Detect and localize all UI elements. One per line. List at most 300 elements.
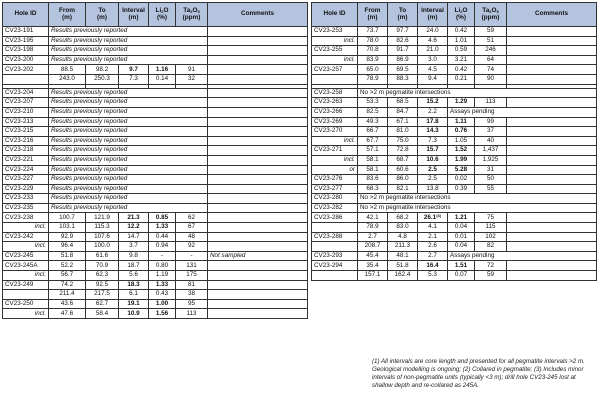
- previously-reported-note: Results previously reported: [49, 127, 208, 137]
- comments-cell: [507, 136, 597, 146]
- to-cell: 115.3: [86, 223, 119, 233]
- col-interval: Interval (m): [119, 3, 149, 27]
- table-row: [312, 155, 597, 165]
- li2o-cell: 0.14: [149, 74, 176, 84]
- no-pegmatite-note: No >2 m pegmatite intersections: [358, 194, 597, 204]
- ta2o5-cell: 37: [475, 127, 507, 137]
- hole-id-cell: CV23-242: [3, 232, 49, 242]
- li2o-cell: 1.33: [149, 223, 176, 233]
- hole-id-cell: CV23-249: [3, 280, 49, 290]
- from-cell: 68.3: [358, 184, 388, 194]
- li2o-cell: 0.21: [448, 74, 475, 84]
- table-row: [3, 299, 308, 309]
- interval-value: 3.7: [129, 242, 138, 250]
- previously-reported-note: Results previously reported: [49, 46, 208, 56]
- previously-reported-note: Results previously reported: [49, 194, 208, 204]
- ta2o5-cell: 40: [475, 136, 507, 146]
- table-row: [312, 251, 597, 261]
- table-row: [312, 88, 597, 98]
- ta2o5-cell: 90: [475, 74, 507, 84]
- from-cell: 51.8: [49, 251, 86, 261]
- comments-cell: [208, 98, 308, 108]
- comments-cell: [208, 46, 308, 56]
- ta2o5-cell: 92: [176, 242, 208, 252]
- hole-id-cell: [3, 74, 49, 84]
- col-hole-id: Hole ID: [3, 3, 49, 27]
- interval-cell: [418, 36, 448, 46]
- previously-reported-note: Results previously reported: [49, 98, 208, 108]
- table-row: [3, 290, 308, 300]
- col-li2o: $Li_2O$ (%): [149, 3, 176, 27]
- previously-reported-note: Results previously reported: [49, 175, 208, 185]
- table-row: [312, 165, 597, 175]
- comments-cell: [208, 242, 308, 252]
- table-row: [312, 242, 597, 252]
- ta2o5-cell: 1,925: [475, 155, 507, 165]
- hole-id-cell: CV23-250: [3, 299, 49, 309]
- comments-cell: Not sampled: [208, 251, 308, 261]
- table-row: [312, 213, 597, 223]
- from-cell: 66.7: [358, 127, 388, 137]
- ta2o5-cell: 246: [475, 46, 507, 56]
- comments-cell: [208, 127, 308, 137]
- hole-id-cell: [312, 242, 358, 252]
- interval-cell: [418, 155, 448, 165]
- comments-cell: [208, 290, 308, 300]
- interval-value: 2.2: [428, 108, 437, 116]
- li2o-cell: 1.11: [448, 117, 475, 127]
- comments-cell: [208, 146, 308, 156]
- li2o-cell: 0.39: [448, 184, 475, 194]
- interval-cell: [119, 251, 149, 261]
- interval-cell: [119, 242, 149, 252]
- li2o-cell: 0.42: [448, 27, 475, 37]
- hole-id-cell: CV23-191: [3, 27, 49, 37]
- li2o-cell: 0.85: [149, 213, 176, 223]
- comments-cell: [208, 299, 308, 309]
- interval-cell: [418, 98, 448, 108]
- from-cell: 45.4: [358, 251, 388, 261]
- hole-id-cell: incl.: [312, 136, 358, 146]
- to-cell: 100.0: [86, 242, 119, 252]
- right-results-table: [311, 2, 597, 281]
- table-row: [3, 165, 308, 175]
- comments-cell: [507, 223, 597, 233]
- from-cell: 35.4: [358, 261, 388, 271]
- interval-value: 14.7: [127, 232, 140, 240]
- interval-cell: [119, 74, 149, 84]
- hole-id-cell: CV23-263: [312, 98, 358, 108]
- interval-value: 9.4: [428, 75, 437, 83]
- from-cell: 88.5: [49, 65, 86, 75]
- to-cell: 91.7: [388, 46, 418, 56]
- table-row: [3, 136, 308, 146]
- hole-id-cell: CV23-227: [3, 175, 49, 185]
- table-row: [312, 271, 597, 281]
- previously-reported-note: Results previously reported: [49, 203, 208, 213]
- comments-cell: [208, 74, 308, 84]
- ta2o5-cell: -: [176, 251, 208, 261]
- interval-value: 16.4: [426, 261, 439, 269]
- interval-value: 18.3: [127, 280, 140, 288]
- hole-id-cell: CV23-218: [3, 146, 49, 156]
- interval-value: 10.6: [426, 156, 439, 164]
- to-cell: 61.6: [86, 251, 119, 261]
- li2o-cell: 0.76: [448, 127, 475, 137]
- table-row: [312, 184, 597, 194]
- table-row: [3, 223, 308, 233]
- right-header-row: [312, 3, 597, 27]
- comments-cell: [507, 261, 597, 271]
- interval-value: 7.3: [428, 136, 437, 144]
- hole-id-cell: CV23-202: [3, 65, 49, 75]
- li2o-cell: 0.94: [149, 242, 176, 252]
- li2o-cell: 0.02: [448, 175, 475, 185]
- table-row: [312, 175, 597, 185]
- li2o-cell: 5.28: [448, 165, 475, 175]
- interval-value: 4.5: [428, 65, 437, 73]
- interval-cell: [119, 232, 149, 242]
- comments-cell: [208, 261, 308, 271]
- hole-id-cell: CV23-198: [3, 46, 49, 56]
- from-cell: 56.7: [49, 271, 86, 281]
- interval-cell: [119, 65, 149, 75]
- ta2o5-cell: 51: [475, 36, 507, 46]
- interval-cell: [119, 280, 149, 290]
- table-row: [3, 98, 308, 108]
- table-row: [312, 36, 597, 46]
- interval-cell: [119, 290, 149, 300]
- interval-cell: [119, 271, 149, 281]
- to-cell: 92.5: [86, 280, 119, 290]
- li2o-cell: 0.07: [448, 271, 475, 281]
- table-row: [3, 127, 308, 137]
- hole-id-cell: or: [312, 165, 358, 175]
- li2o-cell: 0.42: [448, 65, 475, 75]
- hole-id-cell: CV23-286: [312, 213, 358, 223]
- interval-cell: [418, 65, 448, 75]
- interval-footnote-marker: (3): [436, 212, 442, 218]
- interval-cell: [119, 223, 149, 233]
- comments-cell: [208, 107, 308, 117]
- col-from: From (m): [49, 3, 86, 27]
- col-hole-id: Hole ID: [312, 3, 358, 27]
- from-cell: 211.4: [49, 290, 86, 300]
- hole-id-cell: CV23-238: [3, 213, 49, 223]
- interval-value: 3.0: [428, 55, 437, 63]
- table-row: [3, 46, 308, 56]
- ta2o5-cell: 31: [475, 165, 507, 175]
- interval-value: 4.1: [428, 223, 437, 231]
- li2o-cell: 1.51: [448, 261, 475, 271]
- from-cell: 70.8: [358, 46, 388, 56]
- interval-cell: [418, 27, 448, 37]
- from-cell: 82.5: [358, 107, 388, 117]
- from-cell: 53.3: [358, 98, 388, 108]
- from-cell: 73.7: [358, 27, 388, 37]
- table-row: [3, 65, 308, 75]
- hole-id-cell: CV23-235: [3, 203, 49, 213]
- to-cell: 68.2: [388, 213, 418, 223]
- col-from: From (m): [358, 3, 388, 27]
- previously-reported-note: Results previously reported: [49, 36, 208, 46]
- comments-cell: [507, 127, 597, 137]
- col-li2o: $Li_2O$ (%): [448, 3, 475, 27]
- comments-cell: [507, 165, 597, 175]
- from-cell: 83.6: [358, 175, 388, 185]
- table-row: [312, 46, 597, 56]
- li2o-cell: 1.00: [149, 299, 176, 309]
- hole-id-cell: CV23-215: [3, 127, 49, 137]
- to-cell: 81.0: [388, 127, 418, 137]
- from-cell: 47.6: [49, 309, 86, 319]
- from-cell: 103.1: [49, 223, 86, 233]
- table-row: [3, 261, 308, 271]
- table-row: [312, 27, 597, 37]
- interval-cell: [418, 74, 448, 84]
- hole-id-cell: CV23-282: [312, 203, 358, 213]
- to-cell: 82.1: [388, 184, 418, 194]
- ta2o5-cell: 32: [176, 74, 208, 84]
- interval-cell: [418, 251, 448, 261]
- col-interval: Interval (m): [418, 3, 448, 27]
- table-row: [3, 175, 308, 185]
- no-pegmatite-note: No >2 m pegmatite intersections: [358, 203, 597, 213]
- hole-id-cell: CV23-245A: [3, 261, 49, 271]
- from-cell: 83.9: [358, 55, 388, 65]
- comments-cell: [208, 55, 308, 65]
- col-to: To (m): [86, 3, 119, 27]
- hole-id-cell: CV23-210: [3, 107, 49, 117]
- hole-id-cell: CV23-277: [312, 184, 358, 194]
- to-cell: 68.5: [388, 98, 418, 108]
- to-cell: 86.9: [388, 55, 418, 65]
- table-row: [3, 117, 308, 127]
- table-row: [312, 223, 597, 233]
- interval-value: 26.1: [423, 213, 437, 221]
- comments-cell: [507, 184, 597, 194]
- li2o-cell: 1.05: [448, 136, 475, 146]
- li2o-cell: 0.43: [149, 290, 176, 300]
- interval-cell: [418, 165, 448, 175]
- hole-id-cell: [312, 74, 358, 84]
- hole-id-cell: CV23-216: [3, 136, 49, 146]
- hole-id-cell: CV23-213: [3, 117, 49, 127]
- comments-cell: [507, 98, 597, 108]
- li2o-cell: 1.99: [448, 155, 475, 165]
- interval-value: 2.5: [428, 175, 437, 183]
- hole-id-cell: CV23-258: [312, 88, 358, 98]
- li2o-cell: 1.01: [448, 36, 475, 46]
- table-row: [3, 27, 308, 37]
- li2o-cell: 0.59: [448, 46, 475, 56]
- comments-cell: [208, 155, 308, 165]
- from-cell: 74.2: [49, 280, 86, 290]
- li2o-cell: 0.04: [448, 242, 475, 252]
- comments-cell: [208, 223, 308, 233]
- table-row: [3, 309, 308, 319]
- li2o-cell: 1.21: [448, 213, 475, 223]
- comments-cell: [208, 27, 308, 37]
- interval-value: 15.7: [426, 146, 439, 154]
- hole-id-cell: CV23-257: [312, 65, 358, 75]
- to-cell: 67.1: [388, 117, 418, 127]
- comments-cell: [208, 136, 308, 146]
- table-row: [3, 203, 308, 213]
- ta2o5-cell: 74: [475, 65, 507, 75]
- ta2o5-cell: 99: [475, 117, 507, 127]
- li2o-cell: 1.56: [149, 309, 176, 319]
- to-cell: 62.3: [86, 271, 119, 281]
- comments-cell: [507, 155, 597, 165]
- interval-cell: [418, 223, 448, 233]
- interval-cell: [418, 213, 448, 223]
- comments-cell: [507, 242, 597, 252]
- comments-cell: [507, 36, 597, 46]
- hole-id-cell: CV23-255: [312, 46, 358, 56]
- interval-value: 21.0: [426, 46, 439, 54]
- interval-value: 7.3: [129, 75, 138, 83]
- table-row: [312, 74, 597, 84]
- hole-id-cell: CV23-207: [3, 98, 49, 108]
- ta2o5-cell: 102: [475, 232, 507, 242]
- col-ta2o5: $Ta_2O_5$ (ppm): [475, 3, 507, 27]
- hole-id-cell: CV23-266: [312, 107, 358, 117]
- interval-value: 15.2: [426, 98, 439, 106]
- hole-id-cell: CV23-204: [3, 88, 49, 98]
- ta2o5-cell: 67: [176, 223, 208, 233]
- interval-value: 12.2: [127, 223, 140, 231]
- hole-id-cell: CV23-224: [3, 165, 49, 175]
- hole-id-cell: CV23-294: [312, 261, 358, 271]
- table-row: [3, 213, 308, 223]
- li2o-cell: -: [149, 251, 176, 261]
- interval-cell: [418, 175, 448, 185]
- comments-cell: [208, 117, 308, 127]
- to-cell: 69.5: [388, 65, 418, 75]
- to-cell: 97.7: [388, 27, 418, 37]
- from-cell: 67.7: [358, 136, 388, 146]
- hole-id-cell: incl.: [312, 55, 358, 65]
- table-row: [312, 194, 597, 204]
- interval-cell: [418, 232, 448, 242]
- to-cell: 121.9: [86, 213, 119, 223]
- hole-id-cell: CV23-229: [3, 184, 49, 194]
- comments-cell: [208, 309, 308, 319]
- table-row: [3, 271, 308, 281]
- interval-value: 17.8: [426, 117, 439, 125]
- to-cell: 72.8: [388, 146, 418, 156]
- ta2o5-cell: 50: [475, 175, 507, 185]
- comments-cell: [507, 65, 597, 75]
- table-row: [3, 232, 308, 242]
- li2o-cell: 0.04: [448, 223, 475, 233]
- from-cell: 42.1: [358, 213, 388, 223]
- interval-cell: [119, 299, 149, 309]
- ta2o5-cell: 55: [475, 184, 507, 194]
- to-cell: 88.3: [388, 74, 418, 84]
- hole-id-cell: CV23-221: [3, 155, 49, 165]
- hole-id-cell: CV23-276: [312, 175, 358, 185]
- interval-cell: [418, 146, 448, 156]
- interval-value: 2.6: [428, 242, 437, 250]
- assays-pending-note: Assays pending: [448, 251, 597, 261]
- from-cell: 65.0: [358, 65, 388, 75]
- from-cell: 58.1: [358, 155, 388, 165]
- hole-id-cell: incl.: [3, 242, 49, 252]
- hole-id-cell: [312, 223, 358, 233]
- to-cell: 60.6: [388, 165, 418, 175]
- interval-cell: [119, 213, 149, 223]
- ta2o5-cell: 113: [475, 98, 507, 108]
- ta2o5-cell: 64: [475, 55, 507, 65]
- table-row: [312, 55, 597, 65]
- li2o-cell: 3.21: [448, 55, 475, 65]
- previously-reported-note: Results previously reported: [49, 107, 208, 117]
- comments-cell: [208, 213, 308, 223]
- ta2o5-cell: 91: [176, 65, 208, 75]
- from-cell: 49.3: [358, 117, 388, 127]
- to-cell: 48.1: [388, 251, 418, 261]
- from-cell: 78.9: [358, 74, 388, 84]
- table-row: [3, 36, 308, 46]
- hole-id-cell: [312, 271, 358, 281]
- table-row: [3, 194, 308, 204]
- comments-cell: [208, 203, 308, 213]
- li2o-cell: 0.01: [448, 232, 475, 242]
- interval-cell: [119, 309, 149, 319]
- from-cell: 243.0: [49, 74, 86, 84]
- from-cell: 208.7: [358, 242, 388, 252]
- interval-cell: [418, 242, 448, 252]
- table-row: [3, 280, 308, 290]
- previously-reported-note: Results previously reported: [49, 55, 208, 65]
- interval-value: 24.0: [426, 27, 439, 35]
- interval-value: 6.1: [129, 290, 138, 298]
- interval-cell: [418, 107, 448, 117]
- to-cell: 82.6: [388, 36, 418, 46]
- to-cell: 217.5: [86, 290, 119, 300]
- previously-reported-note: Results previously reported: [49, 155, 208, 165]
- ta2o5-cell: 175: [176, 271, 208, 281]
- ta2o5-cell: 115: [475, 223, 507, 233]
- comments-cell: [507, 55, 597, 65]
- table-row: [312, 136, 597, 146]
- interval-value: 21.3: [127, 213, 140, 221]
- from-cell: 157.1: [358, 271, 388, 281]
- interval-cell: [418, 184, 448, 194]
- previously-reported-note: Results previously reported: [49, 146, 208, 156]
- interval-value: 18.7: [127, 261, 140, 269]
- hole-id-cell: incl.: [312, 36, 358, 46]
- interval-cell: [418, 46, 448, 56]
- from-cell: 78.9: [358, 223, 388, 233]
- hole-id-cell: [3, 290, 49, 300]
- interval-value: 5.6: [129, 271, 138, 279]
- interval-value: 2.7: [428, 251, 437, 259]
- from-cell: 100.7: [49, 213, 86, 223]
- hole-id-cell: incl.: [3, 271, 49, 281]
- ta2o5-cell: 59: [475, 271, 507, 281]
- comments-cell: [208, 88, 308, 98]
- li2o-cell: 1.29: [448, 98, 475, 108]
- ta2o5-cell: 72: [475, 261, 507, 271]
- ta2o5-cell: 82: [475, 242, 507, 252]
- comments-cell: [507, 175, 597, 185]
- previously-reported-note: Results previously reported: [49, 27, 208, 37]
- interval-value: 19.1: [127, 299, 140, 307]
- ta2o5-cell: 95: [176, 299, 208, 309]
